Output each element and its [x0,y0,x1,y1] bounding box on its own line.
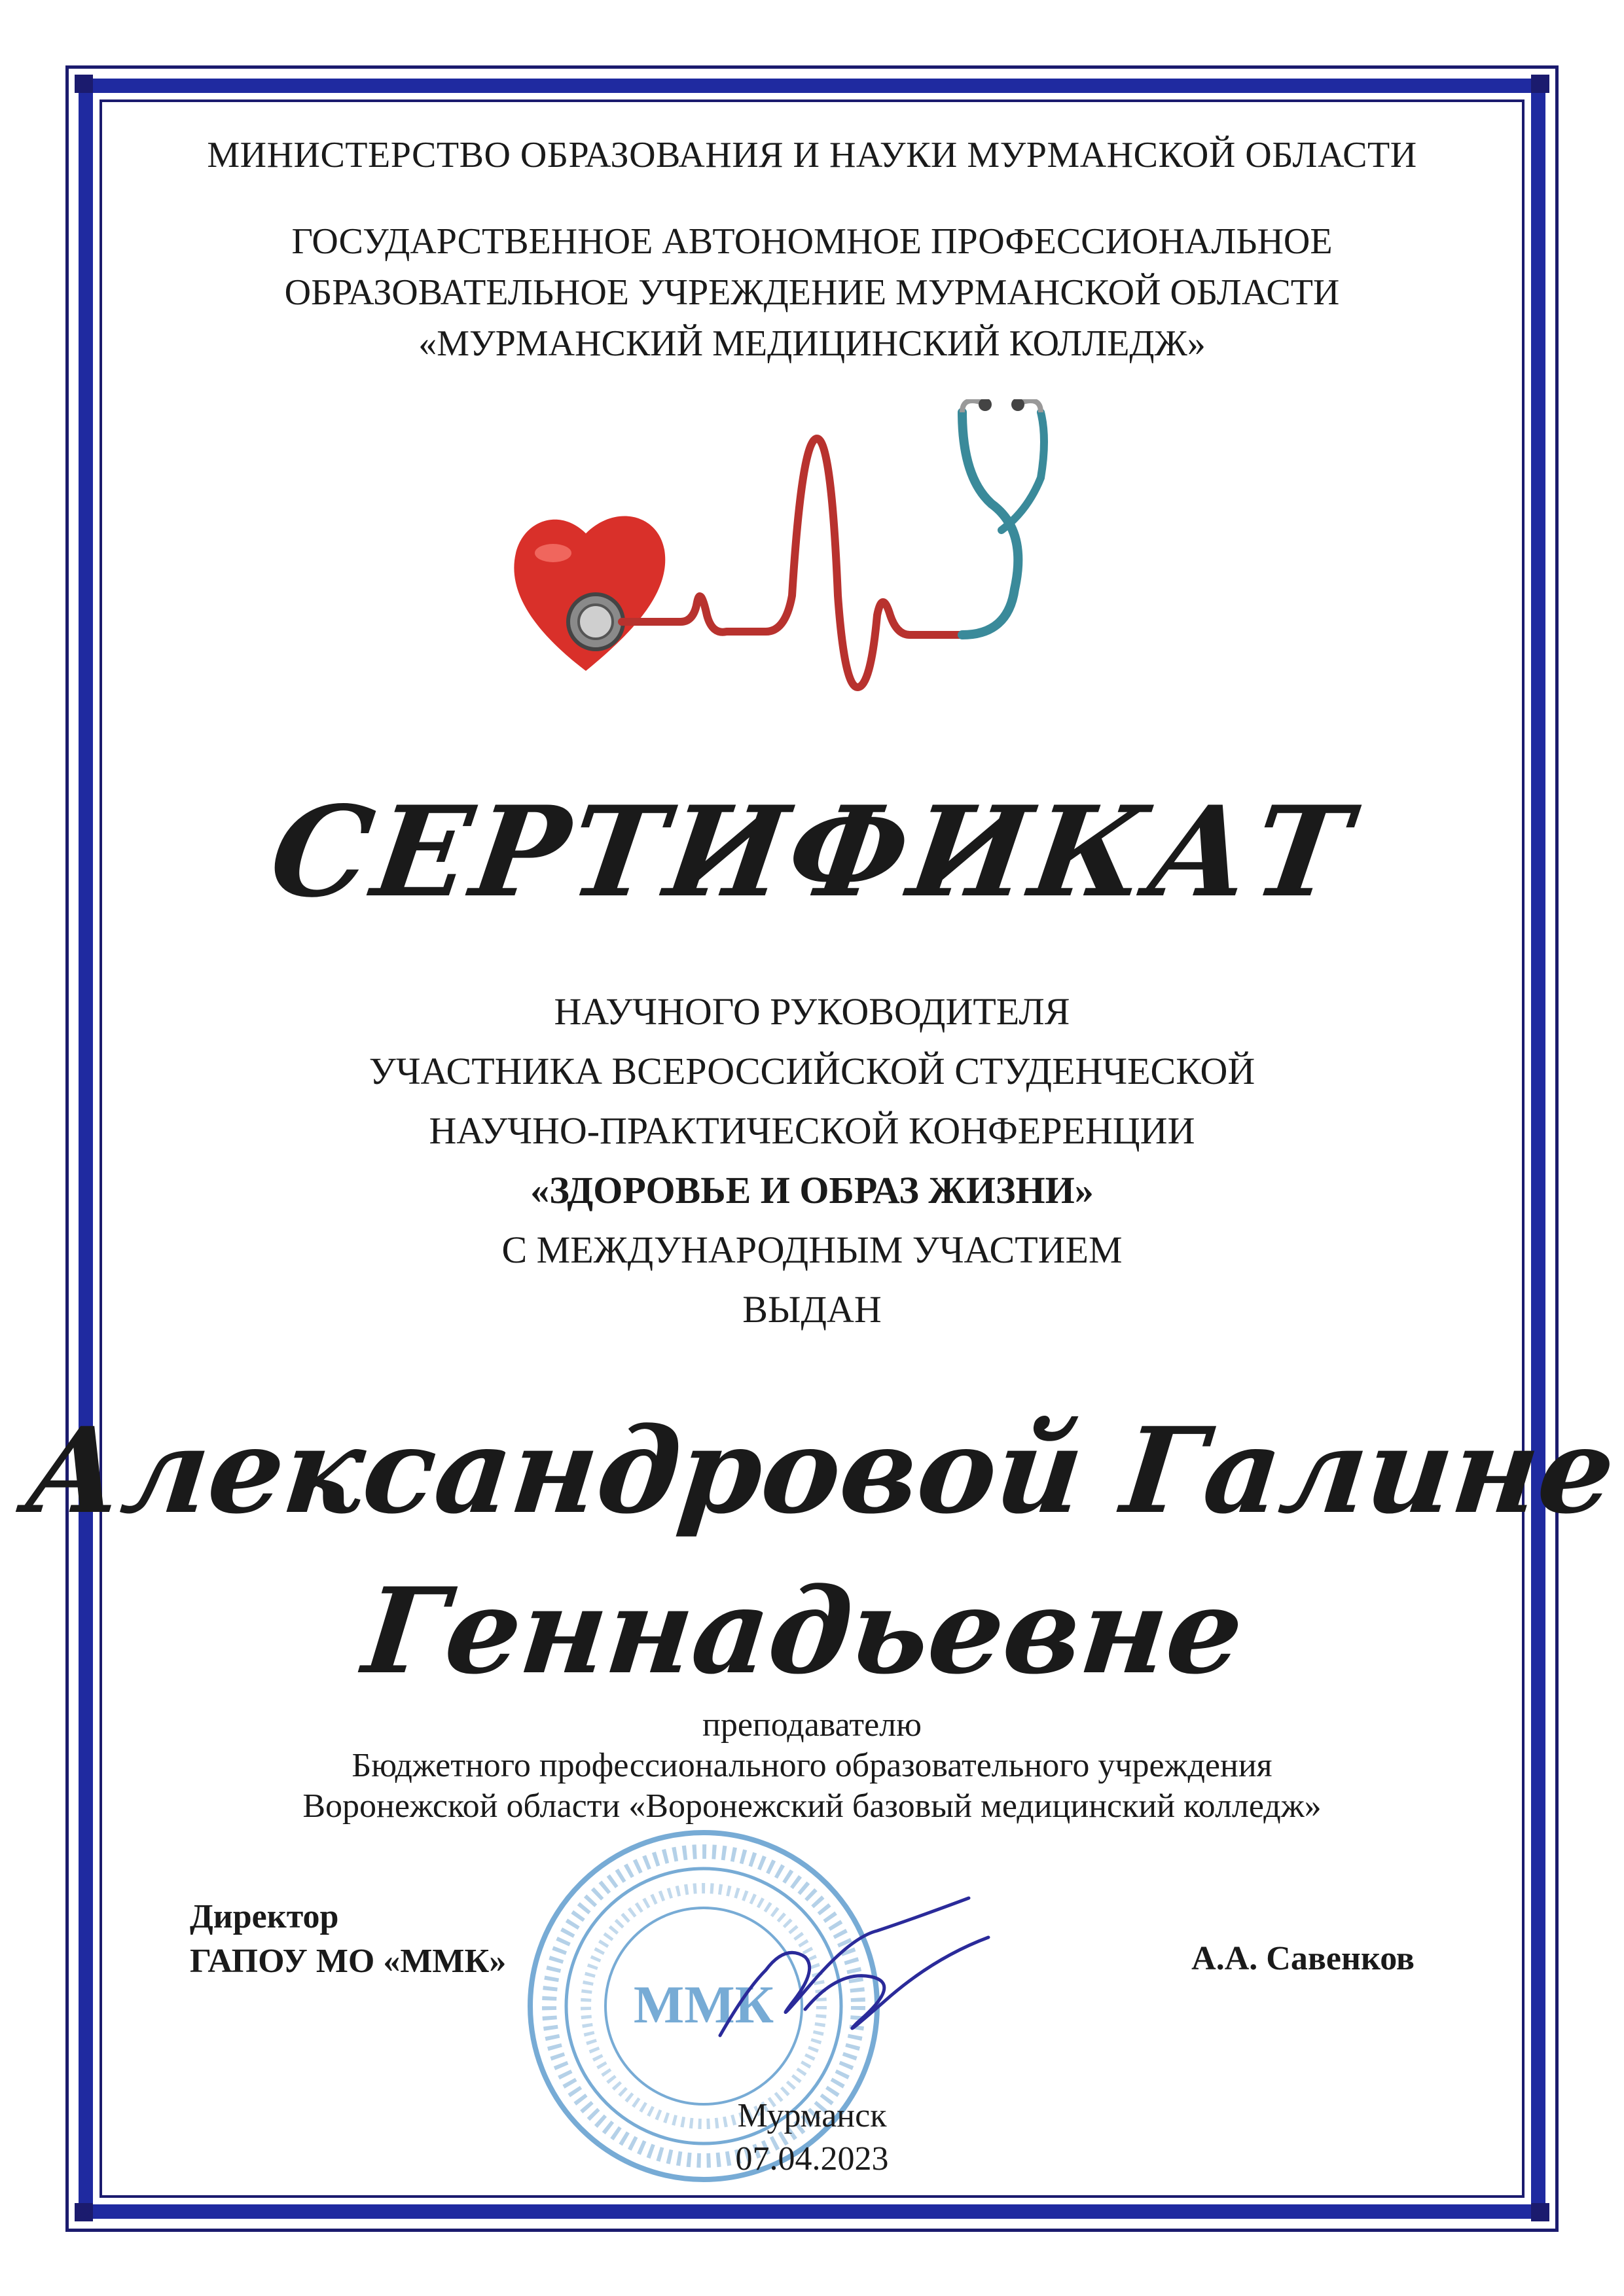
corner-ornament [1531,75,1549,93]
purpose-line: НАУЧНОГО РУКОВОДИТЕЛЯ [554,990,1070,1033]
institution-heading [0,216,1624,369]
institution-line: «МУРМАНСКИЙ МЕДИЦИНСКИЙ КОЛЛЕДЖ» [418,323,1206,364]
purpose-line: НАУЧНО-ПРАКТИЧЕСКОЙ КОНФЕРЕНЦИИ [429,1109,1195,1152]
purpose-block [0,982,1624,1339]
issue-date: 07.04.2023 [735,2140,889,2178]
recipient-position [0,1705,1624,1827]
stamp-center-text: ММК [633,1975,774,2034]
purpose-line: С МЕЖДУНАРОДНЫМ УЧАСТИЕМ [501,1229,1123,1271]
corner-ornament [75,2203,93,2221]
signatory-block [190,1895,506,1984]
institution-line: ГОСУДАРСТВЕННОЕ АВТОНОМНОЕ ПРОФЕССИОНАЛЬНОЕ [291,221,1333,262]
heart-highlight [535,544,571,562]
recipient-line: Геннадьевне [357,1562,1250,1700]
director-signature [707,1872,1001,2068]
city: Мурманск [737,2097,887,2134]
earpiece-icon [979,399,992,411]
corner-ornament [75,75,93,93]
signatory-name: А.А. Савенков [1191,1940,1415,1977]
signatory-org: ГАПОУ МО «ММК» [190,1943,507,1980]
signatory-title: Директор [190,1898,339,1935]
stethoscope-tube-right [1001,412,1044,530]
purpose-line: ВЫДАН [742,1288,882,1331]
pulse-line [622,439,962,687]
place-date [0,2094,1624,2181]
chestpiece-diaphragm [579,605,613,639]
position-role: преподавателю [702,1706,922,1744]
institution-line: ОБРАЗОВАТЕЛЬНОЕ УЧРЕЖДЕНИЕ МУРМАНСКОЙ ОБЛАСТИ [284,272,1340,313]
corner-ornament [1531,2203,1549,2221]
recipient-name [0,1391,1624,1712]
earpiece-icon [1011,399,1024,411]
conference-name: «ЗДОРОВЬЕ И ОБРАЗ ЖИЗНИ» [530,1169,1094,1211]
certificate-title: СЕРТИФИКАТ [262,779,1362,925]
position-org: Бюджетного профессионального образовательного учреждения [352,1747,1272,1784]
heart-stethoscope-illustration [504,399,1159,740]
ministry-heading: МИНИСТЕРСТВО ОБРАЗОВАНИЯ И НАУКИ МУРМАНСКОЙ ОБЛАСТИ [207,135,1417,175]
purpose-line: УЧАСТНИКА ВСЕРОССИЙСКОЙ СТУДЕНЧЕСКОЙ [369,1050,1255,1092]
position-org: Воронежской области «Воронежский базовый медицинский колледж» [302,1787,1322,1825]
recipient-line: Александровой Галине [20,1402,1621,1540]
